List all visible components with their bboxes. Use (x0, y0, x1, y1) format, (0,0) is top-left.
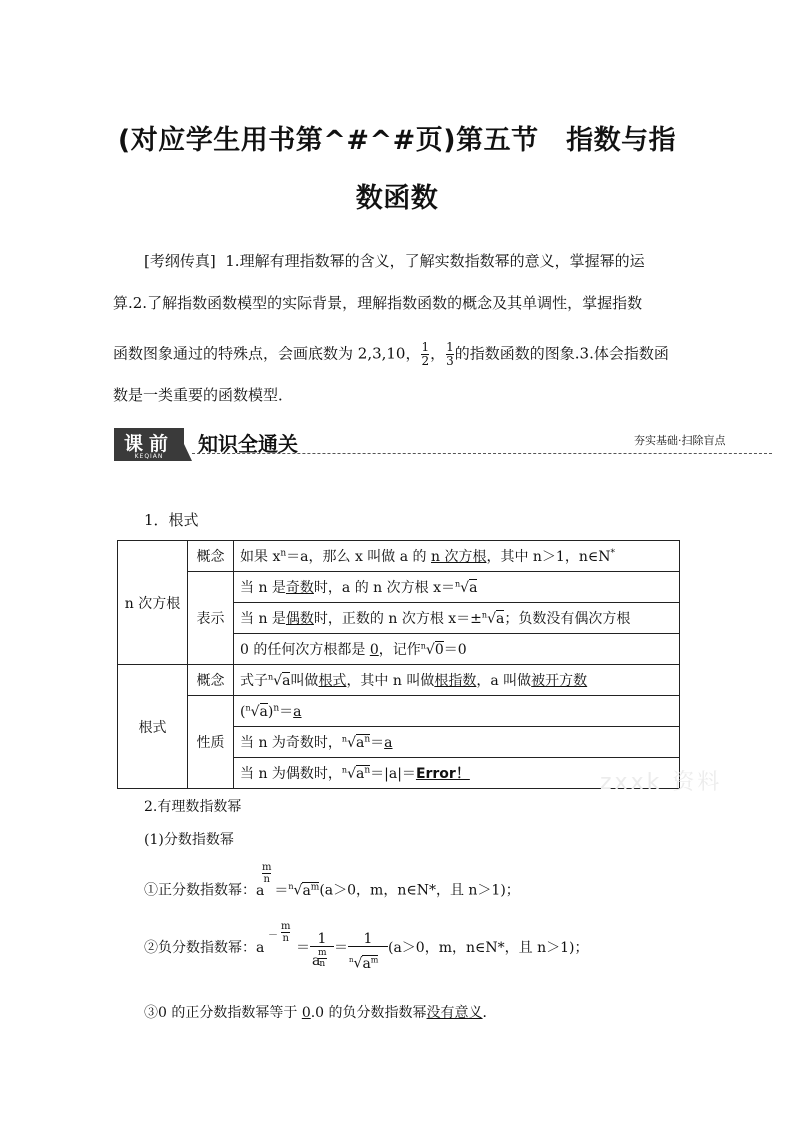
table-label-represent: 表示 (188, 572, 234, 665)
banner-tag-en: KEQIAN (134, 453, 164, 460)
syllabus-line1 (144, 254, 645, 269)
formula-a-neg-m-over-n: a － m n (256, 921, 291, 956)
table-label-concept: 概念 (188, 665, 234, 696)
banner-tag-arrow (184, 444, 192, 461)
syllabus-line2: 算.2.了解指数函数模型的实际背景，理解指数函数的概念及其单调性，掌握指数 (113, 294, 643, 312)
item-label: ②负分数指数幂： (144, 940, 256, 956)
fraction-one-over-a-power: 1 a m n (310, 941, 334, 956)
table-row (118, 665, 680, 696)
page-title-line2: 数函数 (355, 183, 439, 214)
table-group-radical: 根式 (118, 665, 188, 789)
fraction-one-over-root: $\frac{1}{^n√a^m}$ (348, 941, 388, 956)
fraction-one-half: $\frac{1}{2}$ (421, 340, 430, 368)
table-label-property: 性质 (188, 696, 234, 789)
zero-power-rule: ③0 的正分数指数幂等于 0.0 的负分数指数幂没有意义． (144, 1005, 497, 1021)
table-cell: 0 的任何次方根都是 0，记作$^n$√0＝0 (234, 634, 680, 665)
banner-tag-cn: 课前 (123, 433, 174, 455)
banner-subtitle: 夯实基础·扫除盲点 (634, 434, 726, 447)
table-label-concept: 概念 (188, 541, 234, 572)
fraction-one-third: $\frac{1}{3}$ (446, 340, 454, 368)
item-label: ①正分数指数幂： (144, 882, 256, 899)
negative-fractional-power: ②负分数指数幂：a － m n ＝ 1 a m n ＝ $\frac{1}{^n√a^m}$ (a＞0，m，n∈N*，且 n＞1)； (144, 921, 589, 972)
table-row (118, 696, 680, 727)
table-group-nth-root: n 次方根 (118, 541, 188, 665)
subsection-fractional-powers: (1)分数指数幂 (144, 832, 234, 848)
syllabus-text: 1.理解有理指数幂的含义，了解实数指数幂的意义，掌握幂的运 (225, 252, 645, 270)
table-cell: 当 n 为偶数时，$^n√a^n=|a|=Error$！ (234, 758, 680, 789)
error-text: Error！ (415, 766, 470, 782)
syllabus-text: 函数图象通过的特殊点，会画底数为 2,3,10， (113, 344, 421, 363)
radical-table (117, 540, 680, 789)
syllabus-line4: 数是一类重要的函数模型． (113, 386, 294, 404)
syllabus-tag: [考纲传真] (144, 252, 216, 270)
table-cell: 式子$^n$√a叫做根式，其中 n 叫做根指数，a 叫做被开方数 (234, 665, 680, 696)
syllabus-line3 (113, 341, 669, 368)
table-cell: $(^n√a)^n=a$ (234, 696, 680, 727)
table-row (118, 572, 680, 603)
table-cell: 当 n 是奇数时，a 的 n 次方根 x＝$^n$√a (234, 572, 680, 603)
watermark: zxxk 资料 (600, 770, 723, 795)
page-title-line1: (对应学生用书第^#^#页)第五节 指数与指 (117, 125, 677, 156)
table-row (118, 541, 680, 572)
syllabus-text: ， (430, 344, 446, 363)
table-cell: 如果 $x^n=a$，那么 x 叫做 a 的 n 次方根，其中 n＞1，n∈N* (234, 541, 680, 572)
formula-a-m-over-n: a m n (256, 861, 272, 899)
section-heading-rational-powers: 2.有理数指数幂 (144, 799, 242, 815)
positive-fractional-power: ①正分数指数幂：a m n $=^n√a^m(a>0$，m，n∈N*，且 n＞1)； (144, 861, 520, 899)
banner-title: 知识全通关 (198, 432, 298, 456)
banner-divider (192, 453, 772, 454)
syllabus-text: 的指数函数的图象.3.体会指数函 (454, 344, 669, 363)
section-heading-radicals: 1．根式 (144, 511, 199, 529)
table-cell: 当 n 是偶数时，正数的 n 次方根 x＝±$^n$√a；负数没有偶次方根 (234, 603, 680, 634)
table-cell: 当 n 为奇数时，$^n√a^n=a$ (234, 727, 680, 758)
